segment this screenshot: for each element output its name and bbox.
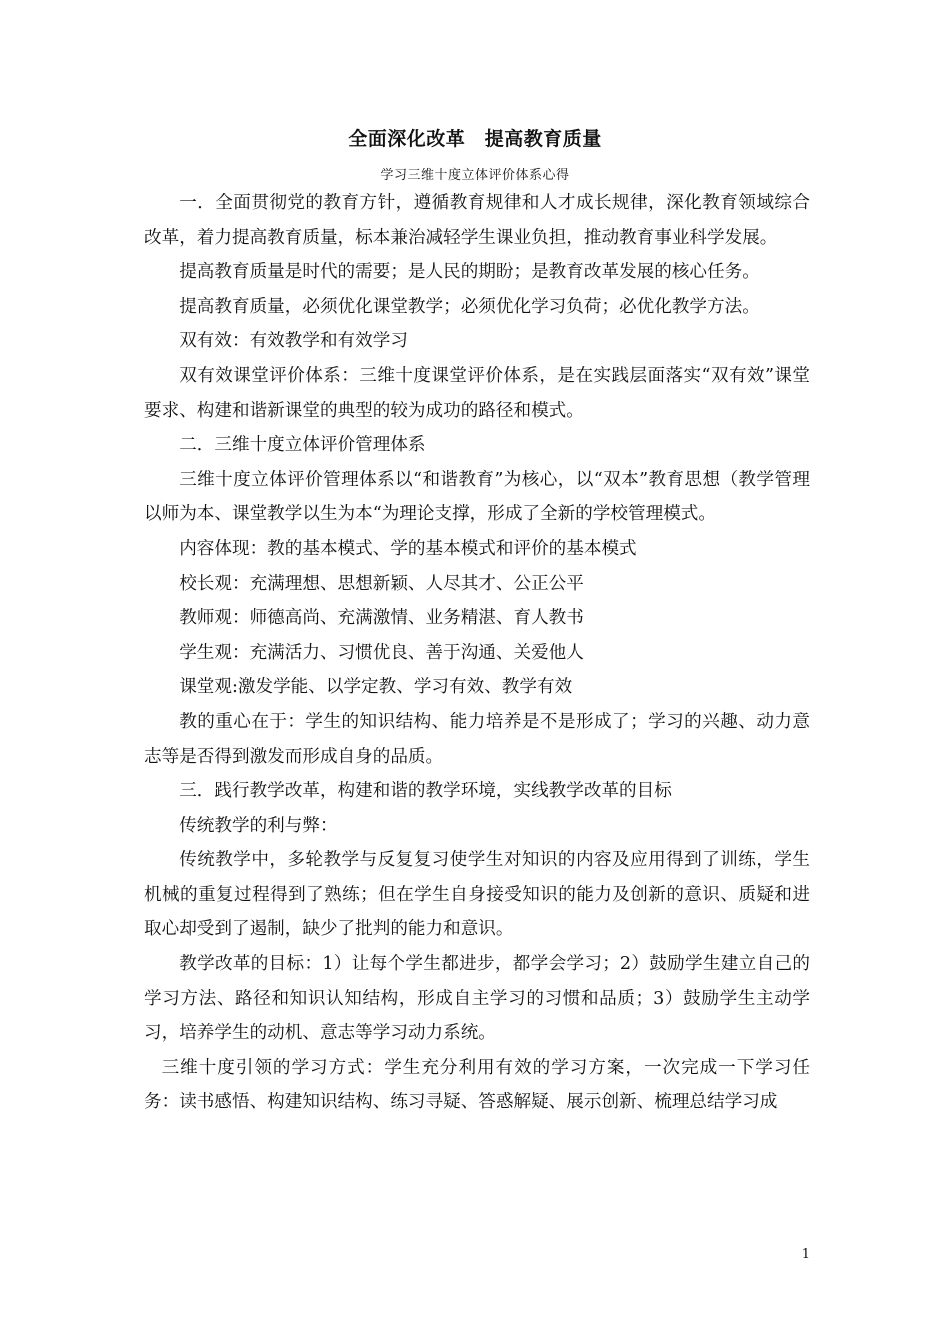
paragraph: 三．践行教学改革，构建和谐的教学环境，实线教学改革的目标 — [179, 781, 672, 802]
paragraph: 内容体现：教的基本模式、学的基本模式和评价的基本模式 — [179, 538, 637, 559]
paragraph: 课堂观:激发学能、以学定教、学习有效、教学有效 — [179, 677, 573, 698]
paragraph: 一．全面贯彻党的教育方针，遵循教育规律和人才成长规律，深化教育领域综合改革，着力提高教育质量，标本兼治减轻学生课业负担，推动教育事业科学发展。 — [144, 193, 810, 248]
paragraph: 三维十度立体评价管理体系以“和谐教育”为核心，以“双本”教育思想（教学管理以师为本、课堂教学以生为本“为理论支撑，形成了全新的学校管理模式。 — [144, 469, 810, 525]
paragraph: 双有效课堂评价体系：三维十度课堂评价体系，是在实践层面落实“双有效”课堂要求、构建和谐新课堂的典型的较为成功的路径和模式。 — [144, 365, 810, 421]
paragraph: 教师观：师德高尚、充满激情、业务精湛、育人教书 — [179, 608, 584, 629]
paragraph: 校长观：充满理想、思想新颖、人尽其才、公正公平 — [179, 573, 584, 594]
paragraph: 提高教育质量，必须优化课堂教学；必须优化学习负荷；必优化教学方法。 — [179, 296, 760, 317]
paragraph: 传统教学的利与弊： — [179, 815, 338, 836]
paragraph: 二．三维十度立体评价管理体系 — [179, 435, 426, 456]
paragraph: 双有效：有效教学和有效学习 — [179, 331, 408, 352]
document-body — [144, 186, 810, 1120]
document-subtitle: 学习三维十度立体评价体系心得 — [380, 168, 570, 183]
page-number: 1 — [801, 1247, 810, 1262]
paragraph: 三维十度引领的学习方式：学生充分利用有效的学习方案，一次完成一下学习任务：读书感悟、构建知识结构、练习寻疑、答惑解疑、展示创新、梳理总结学习成 — [144, 1057, 810, 1113]
paragraph: 教的重心在于：学生的知识结构、能力培养是不是形成了；学习的兴趣、动力意志等是否得到激发而形成自身的品质。 — [144, 711, 810, 767]
paragraph: 传统教学中，多轮教学与反复复习使学生对知识的内容及应用得到了训练，学生机械的重复过程得到了熟练；但在学生自身接受知识的能力及创新的意识、质疑和进取心却受到了遏制，缺少了批判的能力和意识。 — [144, 850, 810, 940]
paragraph: 提高教育质量是时代的需要；是人民的期盼；是教育改革发展的核心任务。 — [179, 262, 760, 283]
paragraph: 学生观：充满活力、习惯优良、善于沟通、关爱他人 — [179, 642, 584, 663]
paragraph: 教学改革的目标：1）让每个学生都进步，都学会学习；2）鼓励学生建立自己的学习方法、路径和知识认知结构，形成自主学习的习惯和品质；3）鼓励学生主动学习，培养学生的动机、意志等学习动力系统。 — [144, 954, 810, 1044]
document-title: 全面深化改革 提高教育质量 — [348, 128, 602, 150]
